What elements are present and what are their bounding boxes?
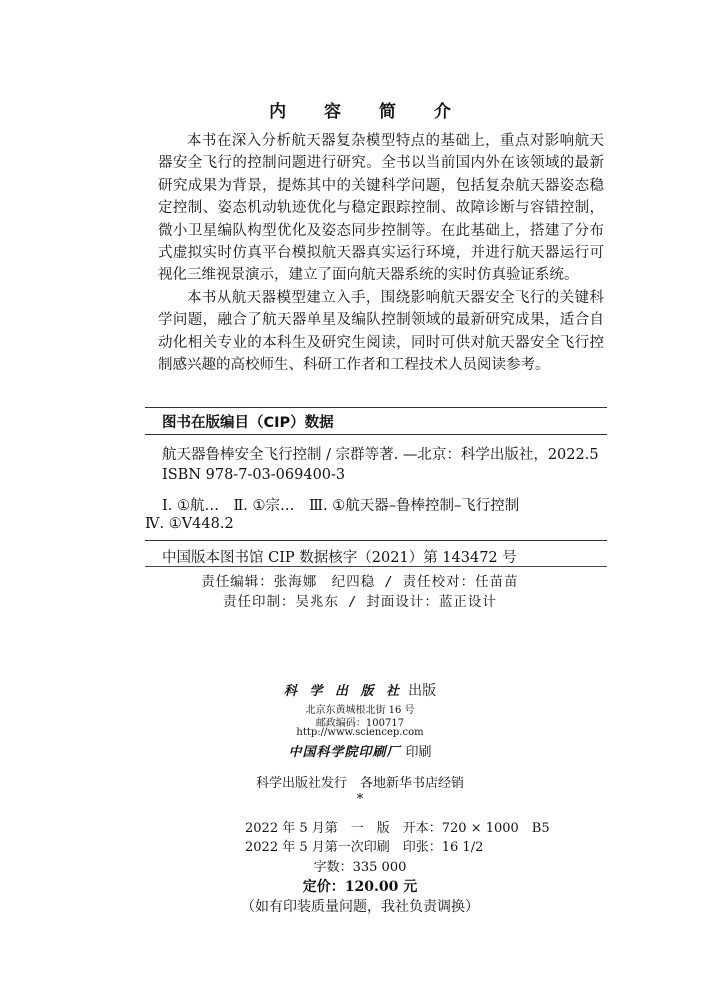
- cip-library-note: 中国版本图书馆 CIP 数据核字（2021）第 143472 号: [162, 550, 517, 566]
- credits-editors: 责任编辑：张海娜 纪四稳 / 责任校对：任苗苗: [201, 574, 519, 590]
- publisher-postcode: 邮政编码：100717: [315, 718, 405, 729]
- printing-line: 2022 年 5 月第一次印刷 印张：16 1/2: [245, 840, 484, 855]
- word-count: 字数：335 000: [313, 860, 407, 875]
- intro-paragraph-2: 本书从航天器模型建立入手，围绕影响航天器安全飞行的关键科学问题，融合了航天器单星及编队控制领域的最新研究成果，适合自动化相关专业的本科生及研究生阅读，同时可供对航天器安全飞行控制感兴趣的高校师生、科研工作者和工程技术人员阅读参考。: [158, 289, 604, 374]
- cip-top-rule: [145, 407, 607, 408]
- cip-header: 图书在版编目（CIP）数据: [162, 415, 334, 431]
- cip-isbn: ISBN 978-7-03-069400-3: [162, 467, 346, 483]
- page-title: 内 容 简 介: [269, 102, 467, 122]
- price: 定价：120.00 元: [302, 879, 418, 895]
- publisher-address: 北京东黄城根北街 16 号: [305, 705, 415, 716]
- cip-classification-1: Ⅰ. ①航… Ⅱ. ①宗… Ⅲ. ①航天器–鲁棒控制–飞行控制: [162, 498, 520, 514]
- credits-production: 责任印制：吴兆东 / 封面设计：蓝正设计: [223, 594, 497, 610]
- cip-bottom-rule: [145, 566, 607, 567]
- printer-suffix: 印刷: [405, 745, 432, 760]
- printer-name: 中国科学院印刷厂: [288, 745, 401, 760]
- publisher-suffix: 出版: [408, 683, 437, 699]
- intro-text: [158, 130, 604, 376]
- intro-paragraph-1: 本书在深入分析航天器复杂模型特点的基础上，重点对影响航天器安全飞行的控制问题进行研究。全书以当前国内外在该领域的最新研究成果为背景，提炼其中的关键科学问题，包括复杂航天器姿态稳定控制、姿态机动轨迹优化与稳定跟踪控制、故障诊断与容错控制，微小卫星编队构型优化及姿态同步控制等。在此基础上，搭建了分布式虚拟实时仿真平台模拟航天器真实运行环境，并进行航天器运行可视化三维视景演示，建立了面向航天器系统的实时仿真验证系统。: [158, 133, 604, 284]
- separator-star: *: [356, 792, 364, 807]
- cip-entry: 航天器鲁棒安全飞行控制 / 宗群等著. —北京：科学出版社，2022.5: [162, 447, 599, 463]
- distribution-line: 科学出版社发行 各地新华书店经销: [255, 776, 464, 791]
- edition-line: 2022 年 5 月第 一 版 开本：720 × 1000 B5: [245, 821, 550, 836]
- publisher-website: http://www.sciencep.com: [296, 727, 424, 738]
- cip-middle-rule: [145, 540, 607, 541]
- publisher-line: [0, 680, 720, 700]
- quality-notice: （如有印装质量问题，我社负责调换）: [241, 899, 479, 915]
- cip-classification-2: Ⅳ. ①V448.2: [145, 516, 234, 532]
- cip-header-rule: [145, 434, 607, 435]
- publisher-name: 科 学 出 版 社: [283, 684, 403, 699]
- printer-line: [0, 741, 720, 760]
